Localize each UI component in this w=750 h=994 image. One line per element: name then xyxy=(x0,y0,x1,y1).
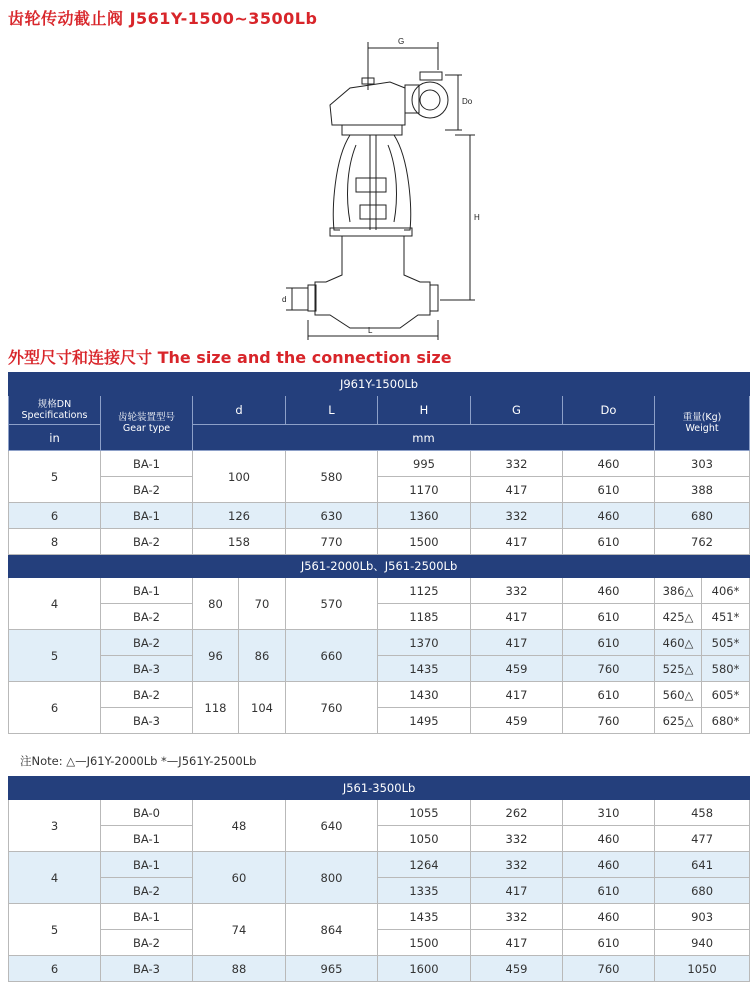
cell-h: 1050 xyxy=(378,826,471,852)
cell-h: 1370 xyxy=(378,630,471,656)
cell-gear: BA-1 xyxy=(101,904,193,930)
cell-gear: BA-2 xyxy=(101,682,193,708)
cell-in: 4 xyxy=(9,578,101,630)
cell-h: 1435 xyxy=(378,656,471,682)
header-gear-cn: 齿轮装置型号 xyxy=(117,412,175,423)
cell-d: 74 xyxy=(193,904,286,956)
cell-do: 610 xyxy=(563,930,655,956)
cell-g: 417 xyxy=(471,529,563,555)
cell-weight-a: 525△ xyxy=(655,656,702,682)
cell-do: 310 xyxy=(563,800,655,826)
cell-l: 965 xyxy=(286,956,378,982)
cell-h: 1600 xyxy=(378,956,471,982)
cell-g: 459 xyxy=(471,656,563,682)
cell-l: 864 xyxy=(286,904,378,956)
cell-weight-a: 625△ xyxy=(655,708,702,734)
cell-weight-b: 680* xyxy=(702,708,750,734)
cell-g: 262 xyxy=(471,800,563,826)
cell-l: 570 xyxy=(286,578,378,630)
cell-do: 760 xyxy=(563,956,655,982)
cell-l: 640 xyxy=(286,800,378,852)
cell-do: 610 xyxy=(563,529,655,555)
cell-gear: BA-2 xyxy=(101,630,193,656)
cell-g: 332 xyxy=(471,904,563,930)
cell-in: 8 xyxy=(9,529,101,555)
cell-gear: BA-2 xyxy=(101,930,193,956)
cell-g: 332 xyxy=(471,503,563,529)
cell-weight-a: 560△ xyxy=(655,682,702,708)
cell-do: 460 xyxy=(563,904,655,930)
cell-l: 630 xyxy=(286,503,378,529)
table-band-1500lb: J961Y-1500Lb xyxy=(9,373,750,396)
spec-table-3500lb xyxy=(8,776,750,982)
cell-g: 417 xyxy=(471,682,563,708)
table-band-2000-2500lb: J561-2000Lb、J561-2500Lb xyxy=(9,555,750,578)
cell-do: 610 xyxy=(563,682,655,708)
dim-h-label: H xyxy=(474,213,480,222)
cell-h: 1360 xyxy=(378,503,471,529)
header-spec-en: Specifications xyxy=(21,410,88,421)
cell-g: 417 xyxy=(471,630,563,656)
cell-l: 760 xyxy=(286,682,378,734)
header-d: d xyxy=(193,396,286,425)
header-weight-cn: 重量(Kg) xyxy=(682,412,722,423)
table-band-3500lb: J561-3500Lb xyxy=(9,777,750,800)
cell-do: 460 xyxy=(563,578,655,604)
cell-do: 610 xyxy=(563,604,655,630)
cell-gear: BA-2 xyxy=(101,477,193,503)
cell-g: 332 xyxy=(471,826,563,852)
dim-l-label: L xyxy=(368,326,373,335)
cell-gear: BA-3 xyxy=(101,956,193,982)
cell-do: 460 xyxy=(563,503,655,529)
cell-h: 1430 xyxy=(378,682,471,708)
cell-weight: 641 xyxy=(655,852,750,878)
cell-gear: BA-2 xyxy=(101,878,193,904)
valve-drawing xyxy=(270,30,510,340)
cell-weight-b: 451* xyxy=(702,604,750,630)
cell-do: 610 xyxy=(563,630,655,656)
cell-weight-b: 605* xyxy=(702,682,750,708)
header-gear-en: Gear type xyxy=(122,423,171,434)
cell-weight: 762 xyxy=(655,529,750,555)
header-l: L xyxy=(286,396,378,425)
cell-do: 610 xyxy=(563,477,655,503)
header-in: in xyxy=(9,425,101,451)
header-do: Do xyxy=(563,396,655,425)
cell-g: 417 xyxy=(471,477,563,503)
cell-gear: BA-1 xyxy=(101,451,193,477)
cell-g: 417 xyxy=(471,930,563,956)
cell-d: 48 xyxy=(193,800,286,852)
cell-do: 460 xyxy=(563,826,655,852)
cell-in: 6 xyxy=(9,503,101,529)
cell-g: 332 xyxy=(471,852,563,878)
cell-weight-a: 386△ xyxy=(655,578,702,604)
cell-weight-a: 425△ xyxy=(655,604,702,630)
cell-in: 5 xyxy=(9,630,101,682)
header-mm: mm xyxy=(193,425,655,451)
cell-l: 660 xyxy=(286,630,378,682)
cell-weight: 458 xyxy=(655,800,750,826)
cell-weight: 680 xyxy=(655,878,750,904)
dim-d-label: d xyxy=(282,295,287,304)
cell-gear: BA-1 xyxy=(101,578,193,604)
cell-in: 6 xyxy=(9,956,101,982)
cell-weight: 477 xyxy=(655,826,750,852)
cell-h: 1125 xyxy=(378,578,471,604)
cell-l: 770 xyxy=(286,529,378,555)
cell-h: 1185 xyxy=(378,604,471,630)
cell-weight: 388 xyxy=(655,477,750,503)
cell-d: 100 xyxy=(193,451,286,503)
cell-d: 60 xyxy=(193,852,286,904)
cell-h: 1055 xyxy=(378,800,471,826)
cell-in: 5 xyxy=(9,451,101,503)
cell-h: 1435 xyxy=(378,904,471,930)
cell-gear: BA-2 xyxy=(101,529,193,555)
header-h: H xyxy=(378,396,471,425)
cell-gear: BA-1 xyxy=(101,852,193,878)
cell-g: 332 xyxy=(471,578,563,604)
cell-gear: BA-3 xyxy=(101,656,193,682)
cell-d2: 86 xyxy=(239,630,286,682)
cell-in: 4 xyxy=(9,852,101,904)
cell-weight: 940 xyxy=(655,930,750,956)
cell-l: 580 xyxy=(286,451,378,503)
cell-gear: BA-0 xyxy=(101,800,193,826)
cell-weight-a: 460△ xyxy=(655,630,702,656)
cell-g: 417 xyxy=(471,878,563,904)
cell-gear: BA-2 xyxy=(101,604,193,630)
cell-g: 459 xyxy=(471,956,563,982)
cell-gear: BA-3 xyxy=(101,708,193,734)
cell-weight: 1050 xyxy=(655,956,750,982)
cell-h: 1500 xyxy=(378,529,471,555)
cell-weight: 303 xyxy=(655,451,750,477)
cell-d: 126 xyxy=(193,503,286,529)
cell-h: 1495 xyxy=(378,708,471,734)
cell-d: 88 xyxy=(193,956,286,982)
header-g: G xyxy=(471,396,563,425)
table-note: 注Note: △—J61Y-2000Lb *—J561Y-2500Lb xyxy=(20,754,257,768)
cell-d1: 96 xyxy=(193,630,239,682)
cell-h: 1264 xyxy=(378,852,471,878)
cell-g: 417 xyxy=(471,604,563,630)
cell-h: 1170 xyxy=(378,477,471,503)
dim-do-label: Do xyxy=(462,97,473,106)
cell-do: 460 xyxy=(563,852,655,878)
cell-h: 1335 xyxy=(378,878,471,904)
cell-weight-b: 505* xyxy=(702,630,750,656)
cell-gear: BA-1 xyxy=(101,503,193,529)
cell-do: 460 xyxy=(563,451,655,477)
cell-weight-b: 406* xyxy=(702,578,750,604)
cell-h: 1500 xyxy=(378,930,471,956)
cell-l: 800 xyxy=(286,852,378,904)
cell-in: 5 xyxy=(9,904,101,956)
cell-do: 760 xyxy=(563,708,655,734)
cell-d2: 104 xyxy=(239,682,286,734)
spec-table-1500lb xyxy=(8,372,750,734)
cell-weight: 903 xyxy=(655,904,750,930)
cell-d1: 118 xyxy=(193,682,239,734)
cell-d: 158 xyxy=(193,529,286,555)
dim-g-label: G xyxy=(398,37,405,46)
cell-d1: 80 xyxy=(193,578,239,630)
cell-d2: 70 xyxy=(239,578,286,630)
header-spec-cn: 规格DN xyxy=(37,399,72,410)
header-weight-en: Weight xyxy=(685,423,719,434)
cell-weight: 680 xyxy=(655,503,750,529)
cell-g: 459 xyxy=(471,708,563,734)
cell-g: 332 xyxy=(471,451,563,477)
cell-weight-b: 580* xyxy=(702,656,750,682)
page-title: 齿轮传动截止阀 J561Y-1500~3500Lb xyxy=(8,9,318,28)
cell-gear: BA-1 xyxy=(101,826,193,852)
section-subtitle: 外型尺寸和连接尺寸 The size and the connection size xyxy=(8,348,452,367)
cell-h: 995 xyxy=(378,451,471,477)
cell-do: 610 xyxy=(563,878,655,904)
cell-in: 3 xyxy=(9,800,101,852)
cell-do: 760 xyxy=(563,656,655,682)
cell-in: 6 xyxy=(9,682,101,734)
